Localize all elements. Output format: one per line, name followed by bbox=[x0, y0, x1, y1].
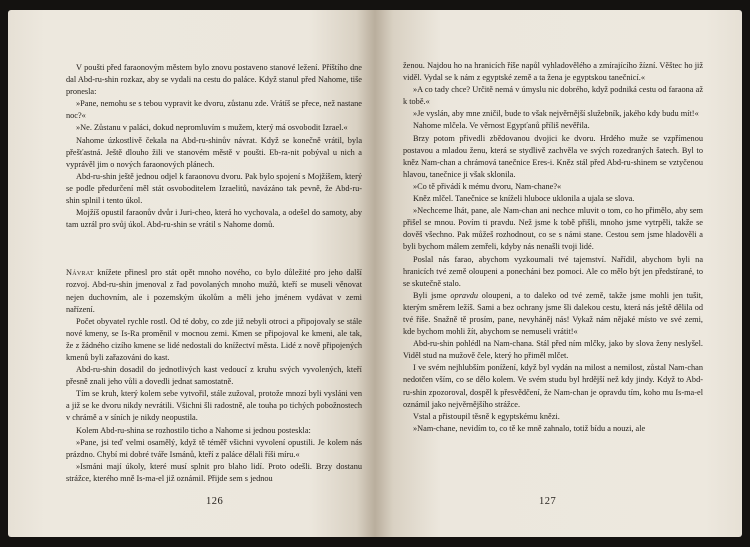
paragraph: Brzy potom přivedli zbědovanou dvojici ke dvoru. Hrdého muže se vzpřímenou postavou a mladou ženu, která se stydlivě zachvěla ve svých rozedraných šatech. Byl to kněz Nam-chan a chrámová tanečnice Eres-i. Kněz stál před Abd-ru-shinem se vztyčenou hlavou, tanečnice ji však sklonila. bbox=[403, 133, 703, 179]
right-text-column bbox=[403, 60, 703, 435]
right-page bbox=[375, 10, 742, 537]
paragraph: I ve svém nejhlubším ponížení, když byl vydán na milost a nemilost, zůstal Nam-chan nedotčen vším, co se dělo kolem. Ve svém studu byl hrdější než kdy jindy. Když to Abd-ru-shin zpozoroval, dospěl k přesvědčení, že Nam-chan je opravdu tím, koho mu Is-ma-el oznámil jako nejvěrnějšího strážce. bbox=[403, 363, 703, 409]
paragraph: Kolem Abd-ru-shina se rozhostilo ticho a Nahome si jednou posteskla: bbox=[76, 425, 311, 435]
paragraph: Abd-ru-shin dosadil do jednotlivých kast vedoucí z kruhu svých vyvolených, kteří přesně znali jeho vůli a dovedli jednat samostatně. bbox=[66, 365, 362, 387]
paragraph: Vstal a přistoupil těsně k egyptskému knězi. bbox=[413, 411, 560, 421]
book-spread bbox=[6, 6, 744, 541]
paragraph: »Je vyslán, aby mne zničil, bude to však nejvěrnější služebník, jakého kdy budu mít!« bbox=[413, 109, 699, 119]
left-page bbox=[8, 10, 375, 537]
paragraph: »Ne. Zůstanu v paláci, dokud nepromluvím s mužem, který má osvobodit Izrael.« bbox=[76, 123, 348, 133]
paragraph: Nahome úzkostlivě čekala na Abd-ru-shinův návrat. Když se konečně vrátil, byla přešťastná. Ještě dlouho žili ve stanovém městě v poušti. Eb-ra-nit pobýval u nich a vyprávěl jim o nových faraonových plánech. bbox=[66, 135, 362, 169]
paragraph: Počet obyvatel rychle rostl. Od té doby, co zde již nebyli otroci a připojovaly se stále nové kmeny, se Is-Ra proměnil v mocnou zemi. Kmen se připojoval ke kmeni, ale tak, že z žádného cizího kmene se lidé nedostali do knížectví města. Lidé z nově připojených kmenů byli zařazováni do kast. bbox=[66, 316, 362, 362]
section-opening-text: knížete přinesl pro stát opět mnoho nového, co bylo důležité pro jeho další rozvoj. Abd-ru-shin jmenoval z řad povolaných mnoho mužů, kteří se museli věnovat nejen duchovním, ale i pozemským úkolům a měli jeho jménem vydávat v zemi nařízení. bbox=[66, 268, 362, 314]
italic-emphasis: opravdu bbox=[450, 290, 479, 300]
paragraph-rest: oloupeni, a to daleko od tvé země, takže jsme mohli jen tušit, kterým směrem ležíš. Sami a bez ochrany jsme šli dalekou cestu, která nás ještě dělila od tvé říše. Snažně tě prosím, pane, nevyháněj nás! Vykaž nám nějaké místo ve své zemi, kde bychom mohli žít, abychom se nemuseli vrátit!« bbox=[403, 290, 703, 337]
paragraph: Nahome mlčela. Ve věrnost Egypťanů příliš nevěřila. bbox=[413, 121, 590, 131]
paragraph: »Pane, jsi teď velmi osamělý, když tě téměř všichni vyvolení opustili. Je kolem nás prázdno. Chybí mi dobré tváře Ismánů, kteří z paláce dělali říši míru.« bbox=[66, 437, 362, 459]
page-number-right: 127 bbox=[539, 496, 557, 507]
paragraph: »Pane, nemohu se s tebou vypravit ke dvoru, zůstanu zde. Vrátíš se přece, než nastane noc?« bbox=[66, 99, 362, 121]
paragraph bbox=[403, 290, 703, 338]
paragraph: »A co tady chce? Určitě nemá v úmyslu nic dobrého, když podniká cestu od faraona až k tobě.« bbox=[403, 85, 703, 107]
paragraph: Abd-ru-shin ještě jednou odjel k faraonovu dvoru. Pak bylo spojení s Mojžíšem, který se podle předurčení měl stát osvoboditelem Izraelitů, navázáno tak pevně, že Abd-ru-shin splnil i tento úkol. bbox=[66, 171, 362, 206]
paragraph: ženou. Najdou ho na hranicích říše napůl vyhladovělého a zmírajícího žízní. Věštec ho již viděl. Vydal se k nám z egyptské země a ta žena je egyptskou tanečnicí.« bbox=[403, 61, 703, 83]
paragraph: »Nam-chane, nevidím to, co tě ke mně zahnalo, totiž bídu a nouzi, ale bbox=[413, 423, 646, 433]
paragraph: »Nechceme lhát, pane, ale Nam-chan ani nechce mluvit o tom, co ho přimělo, aby sem přišel se mnou. Povím ti pravdu. Než jsme k tobě přišli, mnoho jsme vytrpěli, takže se dověš všechno. Pak můžeš rozhodnout, co se s námi stane. Cestou sem jsme hladověli a byli bychom málem zemřeli, kdyby nás nenašli tvoji lidé. bbox=[403, 206, 703, 252]
left-text-column bbox=[66, 62, 362, 485]
paragraph: »Co tě přivádí k mému dvoru, Nam-chane?« bbox=[413, 181, 562, 191]
paragraph: Abd-ru-shin pohlédl na Nam-chana. Stál před ním mlčky, jako by slova ženy neslyšel. Viděl stud na mužově čele, který ho přiměl mlčet. bbox=[403, 339, 703, 361]
paragraph: Mojžíš opustil faraonův dvůr i Juri-cheo, která ho vychovala, a odešel do samoty, aby tam uzrál pro svůj úkol. Abd-ru-shin se vrátil s Nahome domů. bbox=[66, 208, 362, 230]
paragraph: Poslal nás farao, abychom vyzkoumali tvé tajemství. Nařídil, abychom byli na hranicích tvé země oloupeni a ponecháni bez pomoci. Ale co mělo být jen předstírané, to se skutečně stalo. bbox=[403, 254, 703, 288]
paragraph-start: Byli jsme bbox=[413, 290, 451, 300]
paragraph: Tím se kruh, který kolem sebe vytvořil, stále zužoval, protože mnozí byli vysláni ven a již se ke dvoru nikdy nevrátili. Všichni šli radostně, ale touha po tichých pobožnostech v chrámě a v síních je nikdy neopustila. bbox=[66, 389, 362, 423]
paragraph: V poušti před faraonovým městem bylo znovu postaveno stanové ležení. Příštího dne dal Abd-ru-shin rozkaz, aby se vydali na cestu do paláce. Když stanul před Nahome, tiše pronesla: bbox=[66, 63, 362, 97]
paragraph: Kněz mlčel. Tanečnice se kníželi hluboce uklonila a ujala se slova. bbox=[413, 194, 635, 204]
section-break bbox=[66, 231, 362, 267]
paragraph: »Ismáni mají úkoly, které musí splnit pro blaho lidí. Proto odešli. Brzy dostanu strážce, kterého mně Is-ma-el již oznámil. Přijde sem s jednou bbox=[66, 461, 362, 483]
section-lead-word: Návrat bbox=[66, 268, 94, 278]
section-opening-paragraph bbox=[66, 267, 362, 315]
page-number-left: 126 bbox=[206, 496, 224, 507]
